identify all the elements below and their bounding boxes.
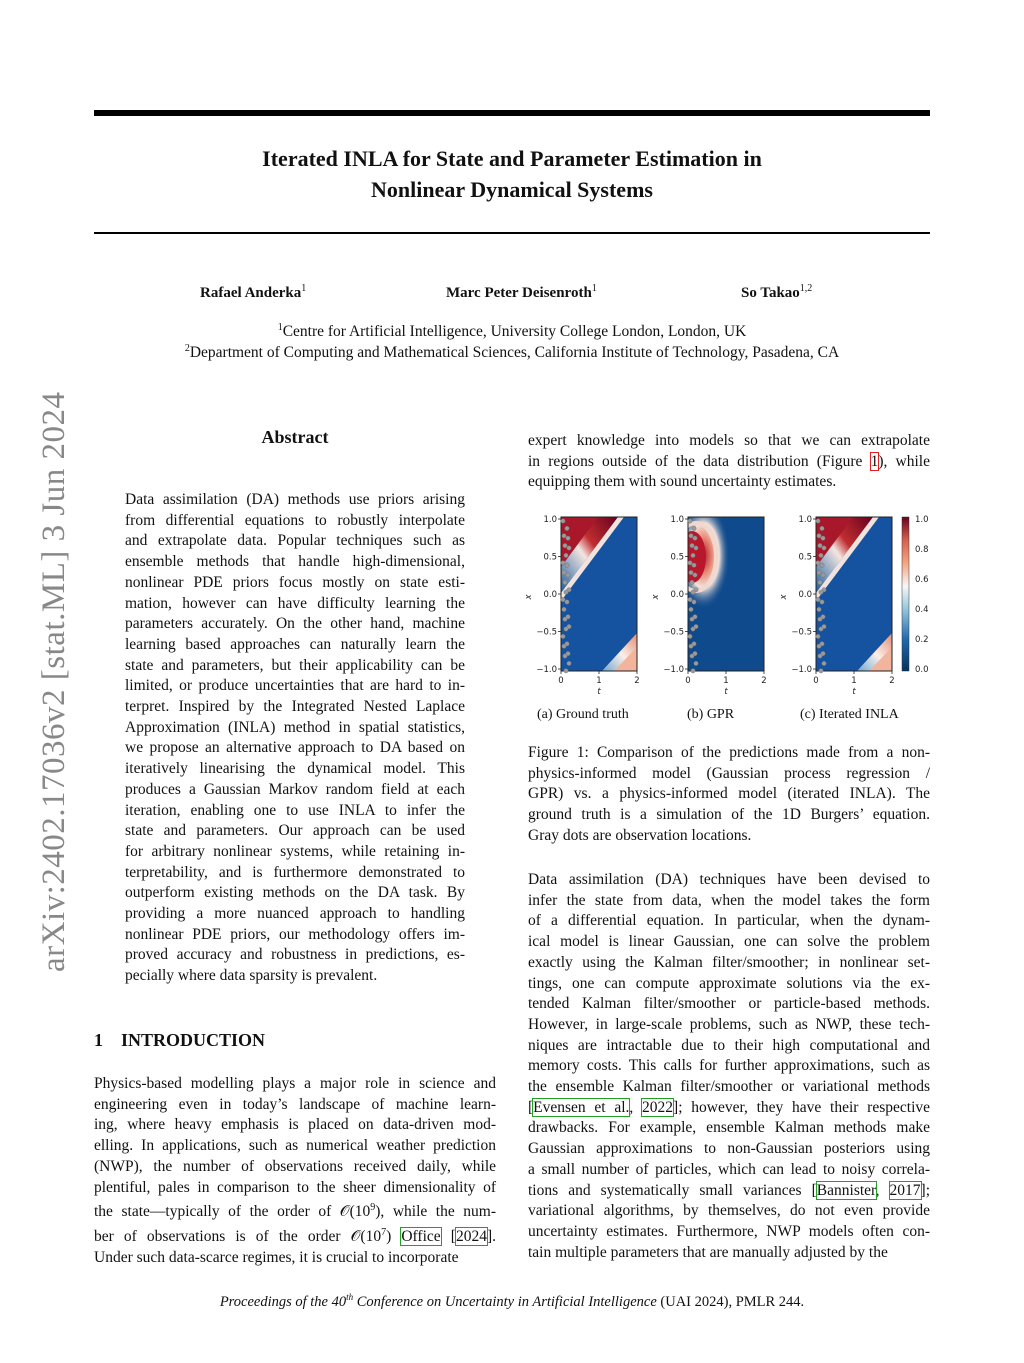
observation-dot [819, 553, 823, 557]
abstract-line-16: iteration, enabling one to use INLA to infer the [125, 801, 465, 819]
observation-dot [689, 607, 693, 611]
right-body-line-8: However, in large-scale problems, such as NWP, these tech- [528, 1015, 930, 1033]
observation-dot [564, 627, 568, 631]
observation-dot [688, 634, 692, 638]
intro-line-9: Under such data-scarce regimes, it is crucial to incorporate [94, 1248, 459, 1266]
subcaption-b: (b) GPR [687, 707, 735, 722]
citation-bannister[interactable]: Bannister [816, 1181, 876, 1199]
ytick-label: −0.5 [663, 627, 684, 638]
colorbar-tick-label: 0.2 [915, 635, 929, 645]
proceedings-footer: Proceedings of the 40th Conference on Uncertainty in Artificial Intelligence (UAI 2024), PMLR 244. [219, 1292, 805, 1310]
colorbar-tick-label: 1.0 [915, 515, 929, 525]
intro-line-8: ber of observations is of the order $𝒪(10^7)$ Office [2024]. [94, 1227, 496, 1246]
abstract-line-11: terpret. Inspired by the Integrated Nested Laplace [125, 698, 465, 716]
observation-dot [562, 570, 566, 574]
panel-ground-truth [561, 517, 637, 671]
x-axis-label: t [597, 687, 601, 697]
ytick-label: 0.5 [543, 552, 557, 563]
right-body-line-10: memory costs. This calls for further approximations, such as [528, 1057, 930, 1075]
right-body-text [528, 870, 930, 1263]
intro-line-1: Physics-based modelling plays a major role in science and [94, 1075, 496, 1092]
observation-dot [692, 526, 696, 530]
right-top-line-1: expert knowledge into models so that we can extrapolate [528, 432, 930, 449]
xtick-label: 2 [761, 676, 767, 686]
xtick-label: 0 [558, 676, 564, 686]
observation-dot [820, 526, 824, 530]
observation-dot [563, 543, 567, 547]
citation-evensen-year[interactable]: 2022 [642, 1098, 674, 1116]
abstract-line-5: nonlinear PDE priors focus mostly on state esti- [125, 573, 465, 591]
abstract-line-22: nonlinear PDE priors, our methodology offers im- [125, 925, 465, 943]
ytick-label: −1.0 [791, 665, 812, 675]
observation-dot [817, 607, 821, 611]
caption-line-4: ground truth is a simulation of the 1D Burgers’ equation. [528, 806, 930, 824]
y-axis-label: x [651, 594, 661, 600]
affiliation-2: $^2$Department of Computing and Mathematical Sciences, California Institute of Technology, Pasadena, CA [184, 343, 840, 362]
y-axis-label: x [779, 594, 789, 600]
ytick-label: −1.0 [536, 665, 557, 675]
author-deisenroth: Marc Peter Deisenroth$^1$ [446, 283, 597, 301]
citation-office[interactable]: Office [401, 1228, 441, 1246]
abstract-line-2: from differential equations to robustly interpolate [125, 511, 465, 529]
ytick-label: 1.0 [798, 515, 812, 525]
observation-dot [692, 563, 696, 567]
figure-1 [520, 505, 940, 700]
abstract-line-15: produces a Gaussian Markov random field at each [125, 780, 465, 798]
observation-dot [562, 644, 566, 648]
abstract-line-7: parameters accurately. On the other hand, machine [125, 615, 465, 633]
abstract-line-8: learning based approaches can naturally learn the [125, 635, 465, 653]
right-body-line-5: exactly using the Kalman filter/smoother; in nonlinear set- [528, 953, 930, 971]
abstract-line-17: state and parameters. Our approach can be used [125, 822, 465, 840]
observation-dot [816, 597, 820, 601]
observation-dot [562, 607, 566, 611]
intro-line-2: engineering even in today’s landscape of machine learn- [94, 1095, 496, 1113]
right-body-b-line-1: drawbacks. For example, ensemble Kalman methods make [528, 1119, 930, 1137]
citation-evensen[interactable]: Evensen et al. [533, 1098, 630, 1116]
observation-dot [689, 644, 693, 648]
observation-dot [819, 669, 823, 673]
observation-dot [820, 600, 824, 604]
subcaption-a: (a) Ground truth [537, 707, 629, 722]
top-rule [94, 110, 930, 116]
observation-dot [561, 519, 565, 523]
colorbar-tick-label: 0.6 [915, 575, 929, 585]
ytick-label: 0.5 [670, 552, 684, 563]
abstract-line-3: and extrapolate data. Popular techniques such as [125, 532, 465, 550]
right-body-line-7: tended Kalman filter/smoother or particle-based methods. [528, 995, 930, 1013]
x-axis-label: t [852, 687, 856, 697]
figure-1-reference[interactable]: 1 [870, 452, 879, 470]
colorbar-tick-label: 0.8 [915, 545, 929, 555]
observation-dot [694, 661, 698, 665]
observation-dot [693, 536, 697, 540]
right-top-line-2: in regions outside of the data distribution (Figure 1), while [528, 452, 930, 470]
observation-dot [688, 561, 692, 565]
right-body-line-9: niques are intractable due to their high computational and [528, 1036, 930, 1054]
affiliation-1: $^1$Centre for Artificial Intelligence, University College London, London, UK [277, 322, 747, 341]
abstract-line-24: pecially where data sparsity is prevalent. [125, 967, 378, 985]
observation-dot [693, 573, 697, 577]
abstract-line-20: outperform existing methods on the DA task. By [125, 884, 465, 902]
abstract-line-21: providing a more nuanced approach to handling [125, 905, 465, 923]
right-body-b-line-3: a small number of particles, which can lead to noisy correla- [528, 1160, 930, 1178]
observation-dot [817, 570, 821, 574]
observation-dot [566, 536, 570, 540]
observation-dot [688, 519, 692, 523]
xtick-label: 1 [723, 676, 729, 686]
author-takao: So Takao$^{1,2}$ [741, 283, 813, 301]
observation-dot [566, 573, 570, 577]
x-axis-label: t [724, 687, 728, 697]
observation-dot [563, 617, 567, 621]
abstract-line-12: Approximation (INLA) method in spatial statistics, [125, 718, 465, 736]
observation-dot [565, 526, 569, 530]
intro-line-3: ing, where heavy emphasis is placed on data-driven mod- [94, 1116, 496, 1134]
abstract-line-19: terpretability, and is furthermore demonstrated to [125, 863, 465, 881]
observation-dot [564, 669, 568, 673]
abstract-body [125, 490, 465, 987]
xtick-label: 0 [813, 676, 819, 686]
title-rule [94, 232, 930, 234]
observation-dot [816, 519, 820, 523]
citation-office-year[interactable]: 2024 [455, 1228, 487, 1246]
observation-dot [690, 543, 694, 547]
ytick-label: −1.0 [663, 665, 684, 675]
figure-1-plots [520, 505, 940, 700]
right-body-c-line-2: uncertainty estimates. Furthermore, NWP models often con- [528, 1222, 930, 1240]
figure-1-caption [528, 743, 930, 847]
right-body-line-12: [Evensen et al., 2022]; however, they have their respective [528, 1098, 931, 1116]
paper-title [94, 143, 930, 205]
xtick-label: 1 [851, 676, 857, 686]
intro-line-5: (NWP), the number of observations received daily, while [94, 1157, 496, 1175]
abstract-heading: Abstract [261, 427, 329, 447]
abstract-line-9: state and parameters, but their applicability can be [125, 656, 465, 674]
observation-dot [816, 561, 820, 565]
y-axis-label: x [524, 594, 534, 600]
xtick-label: 2 [634, 676, 640, 686]
right-top-text [528, 431, 930, 493]
ytick-label: 0.0 [543, 590, 557, 600]
right-top-line-3: equipping them with sound uncertainty estimates. [528, 473, 837, 491]
right-body-line-3: of a differential equation. In particular, when the dynam- [528, 912, 930, 930]
abstract-line-6: mation, however can have difficulty learning the [125, 594, 465, 612]
observation-dot [565, 563, 569, 567]
right-body-line-6: tings, one can compute approximate solutions via the ex- [528, 974, 930, 992]
panel-gpr [676, 517, 764, 671]
colorbar-tick-label: 0.4 [915, 605, 929, 615]
right-body-c-line-3: tain multiple parameters that are manually adjusted by the [528, 1243, 888, 1261]
right-body-line-16: tions and systematically small variances [Bannister, 2017]; [528, 1181, 931, 1199]
right-body-line-2: infer the state from data, when the model takes the form [528, 891, 930, 909]
abstract-line-13: we propose an alternative approach to DA based on [125, 739, 465, 757]
intro-line-4: elling. In applications, such as numerical weather prediction [94, 1137, 496, 1155]
panel-iterated-inla [816, 517, 892, 671]
observation-dot [689, 534, 693, 538]
observation-dot [690, 654, 694, 658]
ytick-label: 0.0 [670, 590, 684, 600]
observation-dot [821, 536, 825, 540]
observation-dot [818, 617, 822, 621]
abstract-line-23: proved accuracy and robustness in predictions, es- [125, 946, 465, 964]
caption-line-1: Figure 1: Comparison of the predictions made from a non- [528, 744, 930, 761]
colorbar [902, 515, 929, 675]
observation-dot [819, 590, 823, 594]
right-body-line-11: the ensemble Kalman filter/smoother or variational methods [528, 1078, 930, 1096]
observation-dot [565, 600, 569, 604]
observation-dot [561, 561, 565, 565]
abstract-line-4: ensemble methods that handle high-dimensional, [125, 553, 465, 571]
observation-dot [690, 580, 694, 584]
observation-dot [567, 546, 571, 550]
observation-dot [822, 546, 826, 550]
observation-dot [561, 634, 565, 638]
title-line-1: Iterated INLA for State and Parameter Estimation in [262, 146, 762, 171]
observation-dot [562, 534, 566, 538]
observation-dot [816, 634, 820, 638]
observation-dot [692, 600, 696, 604]
observation-dot [820, 563, 824, 567]
citation-bannister-year[interactable]: 2017 [889, 1181, 921, 1199]
observation-dot [691, 553, 695, 557]
intro-heading: 1 INTRODUCTION [94, 1030, 266, 1050]
right-body-c-line-1: variational algorithms, by themselves, do not even provide [528, 1202, 930, 1220]
caption-line-2: physics-informed model (Gaussian process regression / [528, 764, 930, 782]
observation-dot [564, 553, 568, 557]
observation-dot [819, 627, 823, 631]
right-body-line-1: Data assimilation (DA) techniques have been devised to [528, 871, 930, 888]
ytick-label: 0.0 [798, 590, 812, 600]
xtick-label: 1 [596, 676, 602, 686]
observation-dot [691, 627, 695, 631]
abstract-line-10: limited, or produce uncertainties that are hard to in- [125, 677, 465, 695]
observation-dot [563, 654, 567, 658]
ytick-label: 1.0 [543, 515, 557, 525]
observation-dot [817, 644, 821, 648]
observation-dot [818, 654, 822, 658]
abstract-line-14: iteratively linearising the dynamical model. This [125, 760, 465, 778]
arxiv-identifier[interactable]: arXiv:2402.17036v2 [stat.ML] 3 Jun 2024 [36, 391, 72, 972]
caption-line-3: GPR) vs. a physics-informed model (iterated INLA). The [528, 785, 930, 803]
observation-dot [817, 534, 821, 538]
observation-dot [688, 597, 692, 601]
observation-dot [690, 617, 694, 621]
abstract-line-18: for arbitrary nonlinear systems, while retaining in- [125, 842, 465, 860]
observation-dot [567, 661, 571, 665]
title-line-2: Nonlinear Dynamical Systems [371, 177, 653, 202]
xtick-label: 2 [889, 676, 895, 686]
observation-dot [818, 543, 822, 547]
ytick-label: 0.5 [798, 552, 812, 563]
abstract-line-1: Data assimilation (DA) methods use priors arising [125, 491, 465, 508]
ytick-label: 1.0 [670, 515, 684, 525]
intro-body [94, 1074, 496, 1269]
observation-dot [822, 661, 826, 665]
ytick-label: −0.5 [791, 627, 812, 638]
colorbar-tick-label: 0.0 [915, 665, 929, 675]
right-body-b-line-2: Gaussian approximations to non-Gaussian posteriors using [528, 1140, 930, 1158]
subcaption-c: (c) Iterated INLA [800, 707, 899, 722]
observation-dot [561, 597, 565, 601]
observation-dot [564, 590, 568, 594]
observation-dot [563, 580, 567, 584]
observation-dot [821, 573, 825, 577]
ytick-label: −0.5 [536, 627, 557, 638]
author-anderka: Rafael Anderka$^1$ [200, 283, 307, 301]
intro-line-7: the state—typically of the order of $𝒪(10^9)$, while the num- [94, 1202, 496, 1221]
intro-line-6: plentiful, pales in comparison to the sheer dimensionality of [94, 1178, 496, 1196]
observation-dot [689, 570, 693, 574]
xtick-label: 0 [685, 676, 691, 686]
caption-line-5: Gray dots are observation locations. [528, 826, 752, 844]
observation-dot [818, 580, 822, 584]
observation-dot [691, 669, 695, 673]
right-body-line-4: ical model is linear Gaussian, one can solve the problem [528, 933, 930, 951]
observation-dot [694, 546, 698, 550]
observation-dot [691, 590, 695, 594]
